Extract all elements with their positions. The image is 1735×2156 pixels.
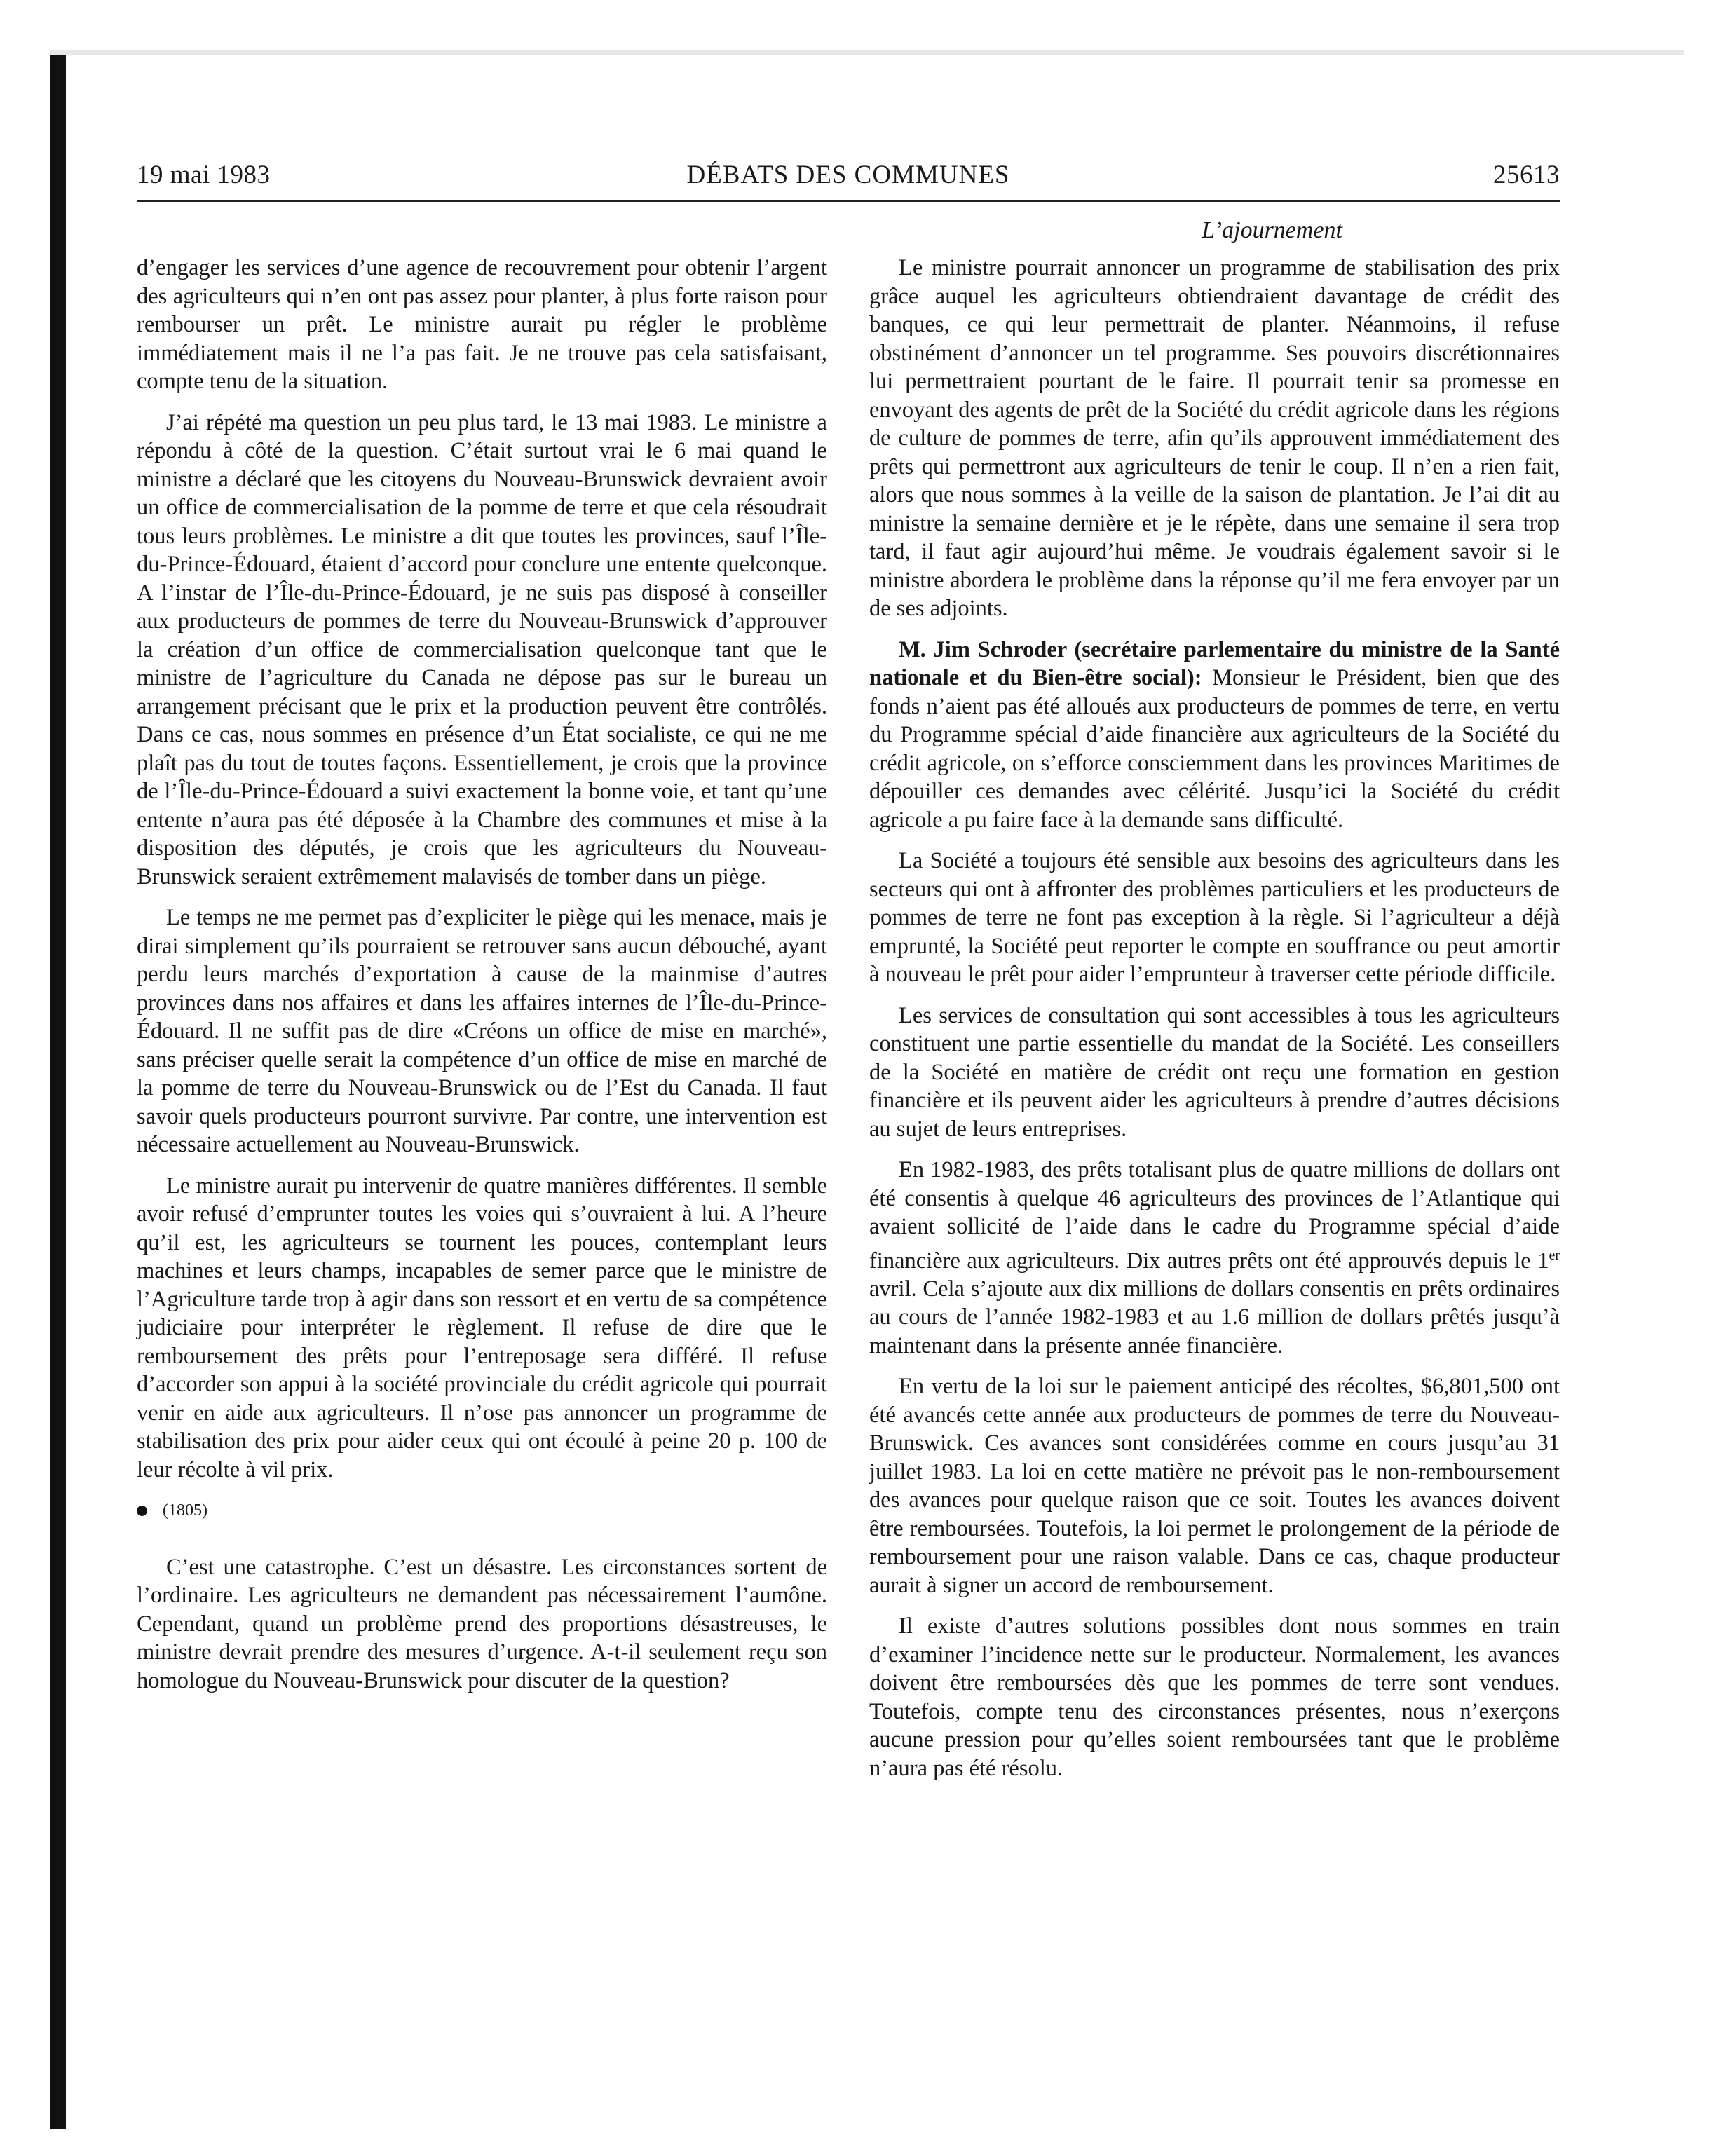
- paragraph: En vertu de la loi sur le paiement anticipé des récoltes, $6,801,500 ont été avancés cette année aux producteurs de pommes de terre du Nouveau-Brunswick. Ces avances sont considérées comme en cours jusqu’au 31 juillet 1983. La loi en cette matière ne prévoit pas le non-remboursement des avances pour quelque raison que ce soit. Toutes les avances doivent être remboursées. Toutefois, la loi permet le prolongement de la période de remboursement pour une raison valable. Dans ce cas, chaque producteur aurait à signer un accord de remboursement.: [869, 1374, 1560, 1598]
- paragraph: Le ministre pourrait annoncer un programme de stabilisation des prix grâce auquel les agriculteurs obtiendraient davantage de crédit des banques, ce qui leur permettrait de planter. Néanmoins, il refuse obstinément d’annoncer un tel programme. Ses pouvoirs discrétionnaires lui permettraient pourtant de le faire. Il pourrait tenir sa promesse en envoyant des agents de prêt de la Société du crédit agricole dans les régions de culture de pommes de terre, afin qu’ils approuvent immédiatement des prêts qui permettront aux agriculteurs de tenir le coup. Il n’en a rien fait, alors que nous sommes à la veille de la saison de plantation. Je l’ai dit au ministre la semaine dernière et je le répète, dans une semaine il sera trop tard, il faut agir aujourd’hui même. Je voudrais également savoir si le ministre abordera le problème dans la réponse qu’il me fera envoyer par un de ses adjoints.: [869, 255, 1560, 621]
- header-rule: [137, 200, 1560, 202]
- paragraph: d’engager les services d’une agence de recouvrement pour obtenir l’argent des agriculteurs qui n’en ont pas assez pour planter, à plus forte raison pour rembourser un prêt. Le ministre aurait pu régler le problème immédiatement mais il ne l’a pas fait. Je ne trouve pas cela satisfaisant, compte tenu de la situation.: [137, 255, 827, 394]
- page-number: 25613: [1493, 161, 1560, 189]
- paragraph: Les services de consultation qui sont accessibles à tous les agriculteurs constituent une partie essentielle du mandat de la Société. Les conseillers de la Société en matière de crédit ont reçu une formation en gestion financière et ils peuvent aider les agriculteurs à prendre d’autres décisions au sujet de leurs entreprises.: [869, 1002, 1560, 1142]
- document-page: [137, 160, 1560, 1781]
- header-title: DÉBATS DES COMMUNES: [686, 161, 1010, 189]
- section-title: L’ajournement: [1202, 217, 1342, 243]
- paragraph: La Société a toujours été sensible aux besoins des agriculteurs dans les secteurs qui ont à affronter des problèmes particuliers et les producteurs de pommes de terre ne font pas exception à la règle. Si l’agriculteur a déjà emprunté, la Société peut reporter le compte en souffrance ou peut amortir à nouveau le prêt pour aider l’emprunteur à traverser cette période difficile.: [869, 848, 1560, 987]
- right-column: [869, 254, 1560, 1795]
- superscript: er: [1549, 1247, 1560, 1263]
- timestamp-marker: [137, 1496, 827, 1525]
- scan-border-top: [50, 50, 1684, 55]
- paragraph: C’est une catastrophe. C’est un désastre. Les circonstances sortent de l’ordinaire. Les agriculteurs ne demandent pas nécessairement l’aumône. Cependant, quand un problème prend des proportions désastreuses, le ministre devrait prendre des mesures d’urgence. A-t-il seulement reçu son homologue du Nouveau-Brunswick pour discuter de la question?: [137, 1554, 827, 1693]
- paragraph: [869, 1156, 1560, 1360]
- paragraph: Il existe d’autres solutions possibles dont nous sommes en train d’examiner l’incidence nette sur le producteur. Normalement, les avances doivent être remboursées dès que les pommes de terre sont vendues. Toutefois, compte tenu des circonstances présentes, nous n’exerçons aucune pression pour qu’elles soient remboursées tant que le problème n’aura pas été résolu.: [869, 1613, 1560, 1781]
- paragraph: Le temps ne me permet pas d’expliciter le piège qui les menace, mais je dirai simplement qu’ils pourraient se retrouver sans aucun débouché, ayant perdu leurs marchés d’exportation à cause de la mainmise d’autres provinces dans nos affaires et dans les affaires internes de l’Île-du-Prince-Édouard. Il ne suffit pas de dire «Créons un office de mise en marché», sans préciser quelle serait la compétence d’un office de mise en marché de la pomme de terre du Nouveau-Brunswick ou de l’Est du Canada. Il faut savoir quels producteurs pourront survivre. Par contre, une intervention est nécessaire actuellement au Nouveau-Brunswick.: [137, 905, 827, 1157]
- header-date: 19 mai 1983: [137, 161, 271, 189]
- left-column: [137, 254, 827, 1707]
- scan-border: [50, 50, 66, 2129]
- paragraph-text: avril. Cela s’ajoute aux dix millions de dollars consentis en prêts ordinaires au cours de l’année 1982-1983 et au 1.6 million de dollars prêtés jusqu’à maintenant dans la présente année financière.: [869, 1276, 1560, 1358]
- bullet-icon: [137, 1506, 147, 1516]
- paragraph-text: En 1982-1983, des prêts totalisant plus de quatre millions de dollars ont été consentis à quelque 46 agriculteurs des provinces de l’Atlantique qui avaient sollicité de l’aide dans le cadre du Programme spécial d’aide financière aux agriculteurs. Dix autres prêts ont été approuvés depuis le 1: [869, 1157, 1560, 1274]
- timestamp: (1805): [163, 1501, 207, 1520]
- paragraph: Le ministre aurait pu intervenir de quatre manières différentes. Il semble avoir refusé d’emprunter toutes les voies qui s’ouvraient à lui. A l’heure qu’il est, les agriculteurs se tournent les pouces, contemplant leurs machines et leurs champs, incapables de semer parce que le ministre de l’Agriculture tarde trop à agir dans son ressort et en vertu de sa compétence judiciaire pour interpréter le règlement. Il refuse de dire que le remboursement des prêts pour l’entreposage sera différé. Il refuse d’accorder son appui à la société provinciale du crédit agricole qui pourrait venir en aide aux agriculteurs. Il n’ose pas annoncer un programme de stabilisation des prix pour aider ceux qui ont écoulé à peine 20 p. 100 de leur récolte à vil prix.: [137, 1173, 827, 1482]
- page-header: [137, 160, 1560, 193]
- paragraph: J’ai répété ma question un peu plus tard, le 13 mai 1983. Le ministre a répondu à côté de la question. C’était surtout vrai le 6 mai quand le ministre a déclaré que les citoyens du Nouveau-Brunswick devraient avoir un office de commercialisation de la pomme de terre et que cela résoudrait tous leurs problèmes. Le ministre a dit que toutes les provinces, sauf l’Île-du-Prince-Édouard, étaient d’accord pour conclure une entente quelconque. A l’instar de l’Île-du-Prince-Édouard, je ne suis pas disposé à conseiller aux producteurs de pommes de terre du Nouveau-Brunswick d’approuver la création d’un office de commercialisation quelconque tant que le ministre de l’agriculture du Canada ne dépose pas sur le bureau un arrangement précisant que le prix et la production peuvent être contrôlés. Dans ce cas, nous sommes en présence d’un État socialiste, ce qui ne me plaît pas du tout de toutes façons. Essentiellement, je crois que la province de l’Île-du-Prince-Édouard a suivi exactement la bonne voie, et tant qu’une entente n’aura pas été déposée à la Chambre des communes et mise à la disposition des députés, je crois que les agriculteurs du Nouveau-Brunswick seraient extrêmement malavisés de tomber dans un piège.: [137, 409, 827, 889]
- speaker-name: M. Jim Schroder (secrétaire parlementaire du ministre de la Santé nationale et du Bien-être social):: [869, 636, 1560, 690]
- speech-text: Monsieur le Président, bien que des fonds n’aient pas été alloués aux producteurs de pommes de terre, en vertu du Programme spécial d’aide financière aux agriculteurs de la Société du crédit agricole, on s’efforce consciemment dans les provinces Maritimes de dépouiller ces demandes avec célérité. Jusqu’ici la Société du crédit agricole a pu faire face à la demande sans difficulté.: [869, 665, 1560, 833]
- speech-paragraph: [869, 636, 1560, 835]
